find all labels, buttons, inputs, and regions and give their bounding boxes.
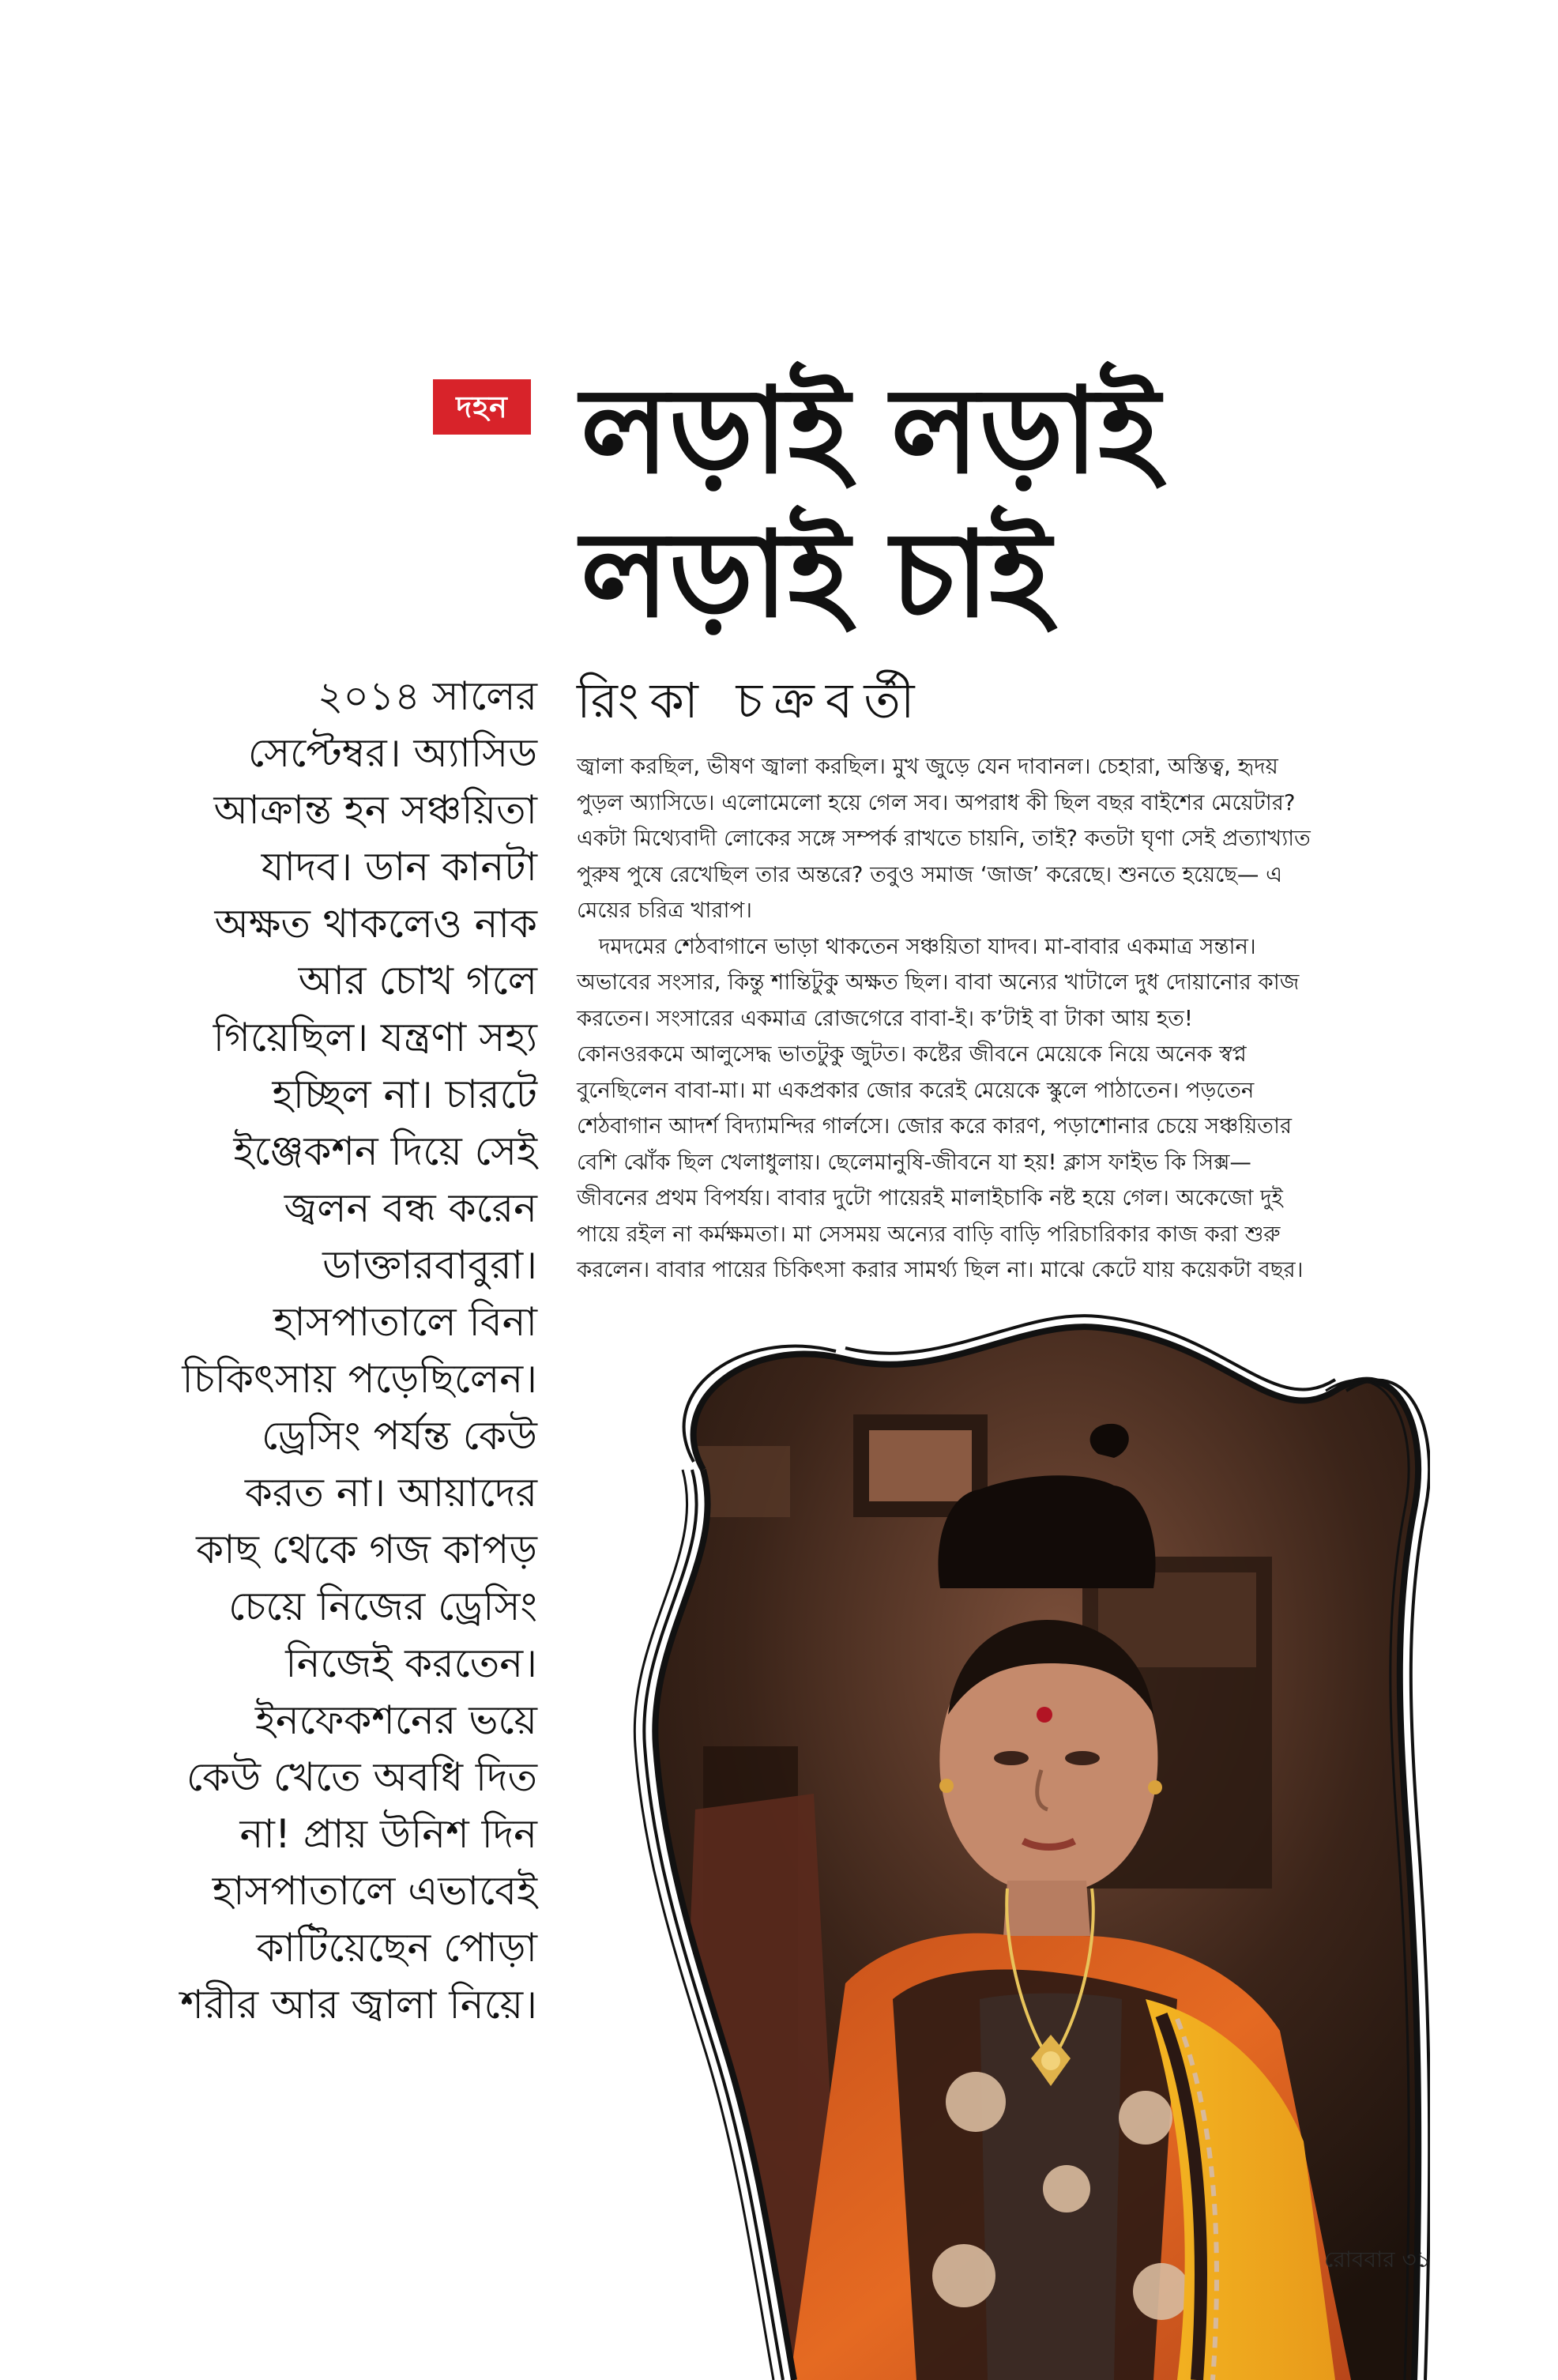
pullquote-line: ইনফেকশনের ভয়ে	[254, 1697, 537, 1743]
body-line: করলেন। বাবার পায়ের চিকিৎসা করার সামর্থ্য ছিল না। মাঝে কেটে যায় কয়েকটা বছর।	[577, 1257, 1304, 1282]
pullquote-line: কাটিয়েছেন পোড়া	[256, 1925, 537, 1971]
pullquote-line: কেউ খেতে অবধি দিত	[186, 1754, 537, 1800]
headline	[581, 360, 1489, 647]
byline: রিংকা চক্রবর্তী	[577, 672, 926, 729]
body-line: পুরুষ পুষে রেখেছিল তার অন্তরে? তবুও সমাজ ‘জাজ’ করেছে। শুনতে হয়েছে— এ	[577, 861, 1283, 887]
pullquote	[119, 668, 537, 2033]
body-line: মেয়ের চরিত্র খারাপ।	[577, 898, 752, 923]
pullquote-line: শরীর আর জ্বালা নিয়ে।	[180, 1982, 537, 2028]
pullquote-line: না! প্রায় উনিশ দিন	[239, 1811, 537, 1857]
body-line: দমদমের শেঠবাগানে ভাড়া থাকতেন সঞ্চয়িতা যাদব। মা-বাবার একমাত্র সন্তান।	[599, 933, 1256, 959]
body-line: কোনওরকমে আলুসেদ্ধ ভাতটুকু জুটত। কষ্টের জীবনে মেয়েকে নিয়ে অনেক স্বপ্ন	[577, 1041, 1247, 1067]
pullquote-line: অক্ষত থাকলেও নাক	[214, 901, 537, 947]
body-line: একটা মিথ্যেবাদী লোকের সঙ্গে সম্পর্ক রাখতে চায়নি, তাই? কতটা ঘৃণা সেই প্রত্যাখ্যাত	[577, 826, 1311, 851]
pullquote-line: গিয়েছিল। যন্ত্রণা সহ্য	[213, 1015, 537, 1060]
portrait-photo	[608, 1304, 1430, 2380]
headline-line-2: লড়াই চাই	[581, 507, 1052, 644]
pullquote-line: কাছ থেকে গজ কাপড়	[196, 1527, 537, 1572]
pullquote-line: চেয়ে নিজের ড্রেসিং	[228, 1584, 537, 1629]
pullquote-line: হাসপাতালে বিনা	[273, 1299, 537, 1345]
pullquote-line: সেপ্টেম্বর। অ্যাসিড	[247, 730, 537, 776]
section-tag: দহন	[433, 379, 531, 435]
page-folio: রোববার ৩১	[1324, 2246, 1431, 2273]
body-line: করতেন। সংসারের একমাত্র রোজগেরে বাবা-ই। ক’টাই বা টাকা আয় হত!	[577, 1005, 1193, 1031]
body-line: পায়ে রইল না কর্মক্ষমতা। মা সেসময় অন্যের বাড়ি বাড়ি পরিচারিকার কাজ করা শুরু	[577, 1221, 1281, 1247]
photo-content	[608, 1304, 1430, 2380]
pullquote-line: করত না। আয়াদের	[244, 1470, 537, 1516]
body-line: শেঠবাগান আদর্শ বিদ্যামন্দির গার্লসে। জোর করে কারণ, পড়াশোনার চেয়ে সঞ্চয়িতার	[577, 1113, 1293, 1139]
body-line: বেশি ঝোঁক ছিল খেলাধুলায়। ছেলেমানুষি-জীবনে যা হয়! ক্লাস ফাইভ কি সিক্স—	[577, 1149, 1251, 1175]
body-line: জ্বালা করছিল, ভীষণ জ্বালা করছিল। মুখ জুড়ে যেন দাবানল। চেহারা, অস্তিত্ব, হৃদয়	[577, 754, 1278, 779]
pullquote-line: ডাক্তারবাবুরা।	[322, 1242, 537, 1288]
pullquote-line: হাসপাতালে এভাবেই	[212, 1868, 537, 1914]
body-line: বুনেছিলেন বাবা-মা। মা একপ্রকার জোর করেই মেয়েকে স্কুলে পাঠাতেন। পড়তেন	[577, 1077, 1255, 1103]
pullquote-line: চিকিৎসায় পড়েছিলেন।	[182, 1356, 537, 1402]
body-line: অভাবের সংসার, কিন্তু শান্তিটুকু অক্ষত ছিল। বাবা অন্যের খাটালে দুধ দোয়ানোর কাজ	[577, 970, 1300, 995]
pullquote-line: ২০১৪ সালের	[317, 673, 537, 719]
pullquote-line: আক্রান্ত হন সঞ্চয়িতা	[213, 787, 537, 833]
pullquote-line: যাদব। ডান কানটা	[261, 844, 537, 890]
pullquote-line: জ্বলন বন্ধ করেন	[284, 1185, 537, 1231]
pullquote-line: ড্রেসিং পর্যন্ত কেউ	[261, 1413, 537, 1459]
pullquote-line: আর চোখ গলে	[298, 958, 537, 1004]
headline-line-1: লড়াই লড়াই	[581, 363, 1160, 500]
body-line: পুড়ল অ্যাসিডে। এলোমেলো হয়ে গেল সব। অপরাধ কী ছিল বছর বাইশের মেয়েটার?	[577, 789, 1296, 815]
pullquote-line: নিজেই করতেন।	[285, 1640, 537, 1686]
pullquote-line: ইঞ্জেকশন দিয়ে সেই	[233, 1128, 537, 1174]
body-line: জীবনের প্রথম বিপর্যয়। বাবার দুটো পায়েরই মালাইচাকি নষ্ট হয়ে গেল। অকেজো দুই	[577, 1185, 1283, 1211]
pullquote-line: হচ্ছিল না। চারটে	[272, 1071, 537, 1117]
article-body	[577, 749, 1485, 1289]
